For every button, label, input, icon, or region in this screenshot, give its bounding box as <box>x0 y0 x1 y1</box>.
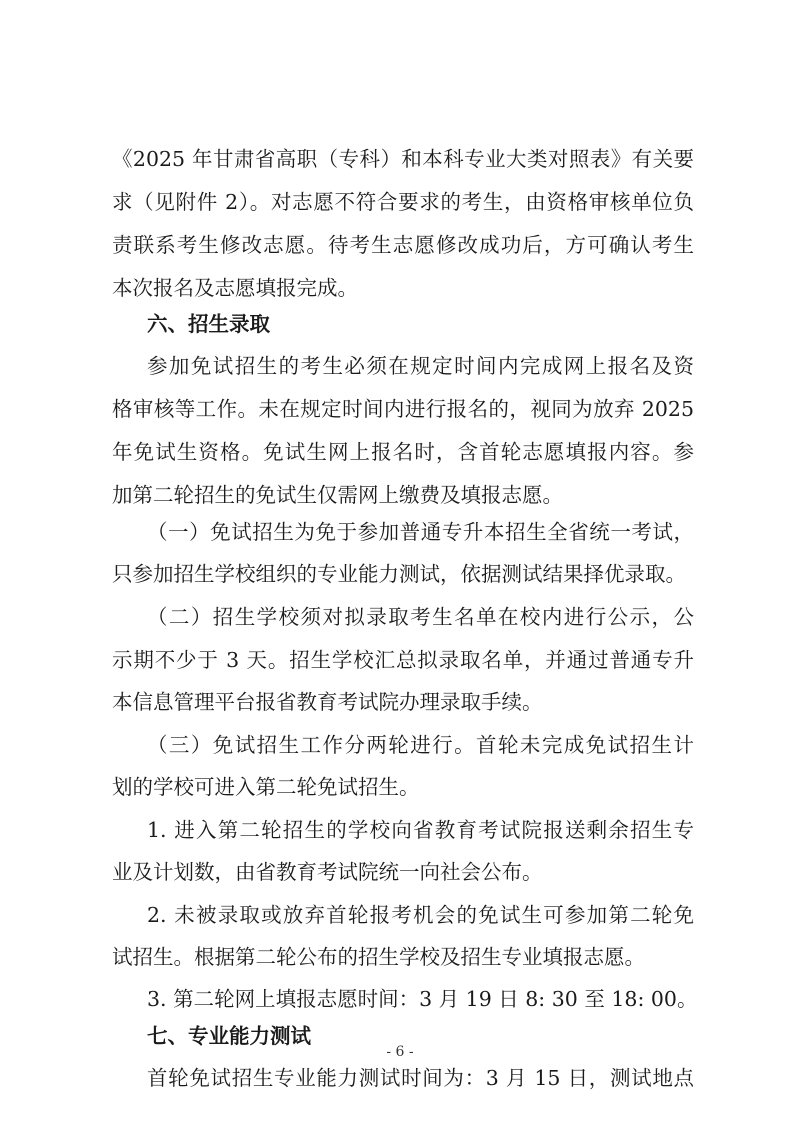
section-heading-ability-test: 七、专业能力测试 <box>147 1024 311 1048</box>
text-line: 业及计划数，由省教育考试院统一向社会公布。 <box>112 860 543 884</box>
text-line: 2. 未被录取或放弃首轮报考机会的免试生可参加第二轮免 <box>147 903 694 927</box>
text-line: 求（见附件 2）。对志愿不符合要求的考生，由资格审核单位负 <box>112 190 694 214</box>
text-line: 年免试生资格。免试生网上报名时，含首轮志愿填报内容。参 <box>112 440 694 464</box>
text-line: （一）免试招生为免于参加普通专升本招生全省统一考试， <box>147 520 694 544</box>
page-number: - 6 - <box>386 1044 414 1060</box>
text-line: 加第二轮招生的免试生仅需网上缴费及填报志愿。 <box>112 483 563 507</box>
section-heading-admission: 六、招生录取 <box>147 312 270 336</box>
text-line: （三）免试招生工作分两轮进行。首轮未完成免试招生计 <box>147 733 694 757</box>
text-line: 只参加招生学校组织的专业能力测试，依据测试结果择优录取。 <box>112 562 686 586</box>
text-line: 示期不少于 3 天。招生学校汇总拟录取名单，并通过普通专升 <box>112 648 694 672</box>
text-line: 本次报名及志愿填报完成。 <box>112 276 358 300</box>
text-line: （二）招生学校须对拟录取考生名单在校内进行公示，公 <box>147 605 694 629</box>
text-line: 《2025 年甘肃省高职（专科）和本科专业大类对照表》有关要 <box>112 147 694 171</box>
text-line: 格审核等工作。未在规定时间内进行报名的，视同为放弃 2025 <box>112 397 694 421</box>
text-line: 责联系考生修改志愿。待考生志愿修改成功后，方可确认考生 <box>112 233 694 257</box>
text-line: 参加免试招生的考生必须在规定时间内完成网上报名及资 <box>147 354 694 378</box>
text-line: 本信息管理平台报省教育考试院办理录取手续。 <box>112 690 543 714</box>
text-line: 划的学校可进入第二轮免试招生。 <box>112 775 420 799</box>
text-line: 试招生。根据第二轮公布的招生学校及招生专业填报志愿。 <box>112 945 645 969</box>
text-line: 3. 第二轮网上填报志愿时间：3 月 19 日 8: 30 至 18: 00。 <box>147 987 698 1011</box>
text-line: 首轮免试招生专业能力测试时间为：3 月 15 日，测试地点 <box>147 1066 694 1090</box>
text-line: 1. 进入第二轮招生的学校向省教育考试院报送剩余招生专 <box>147 818 694 842</box>
